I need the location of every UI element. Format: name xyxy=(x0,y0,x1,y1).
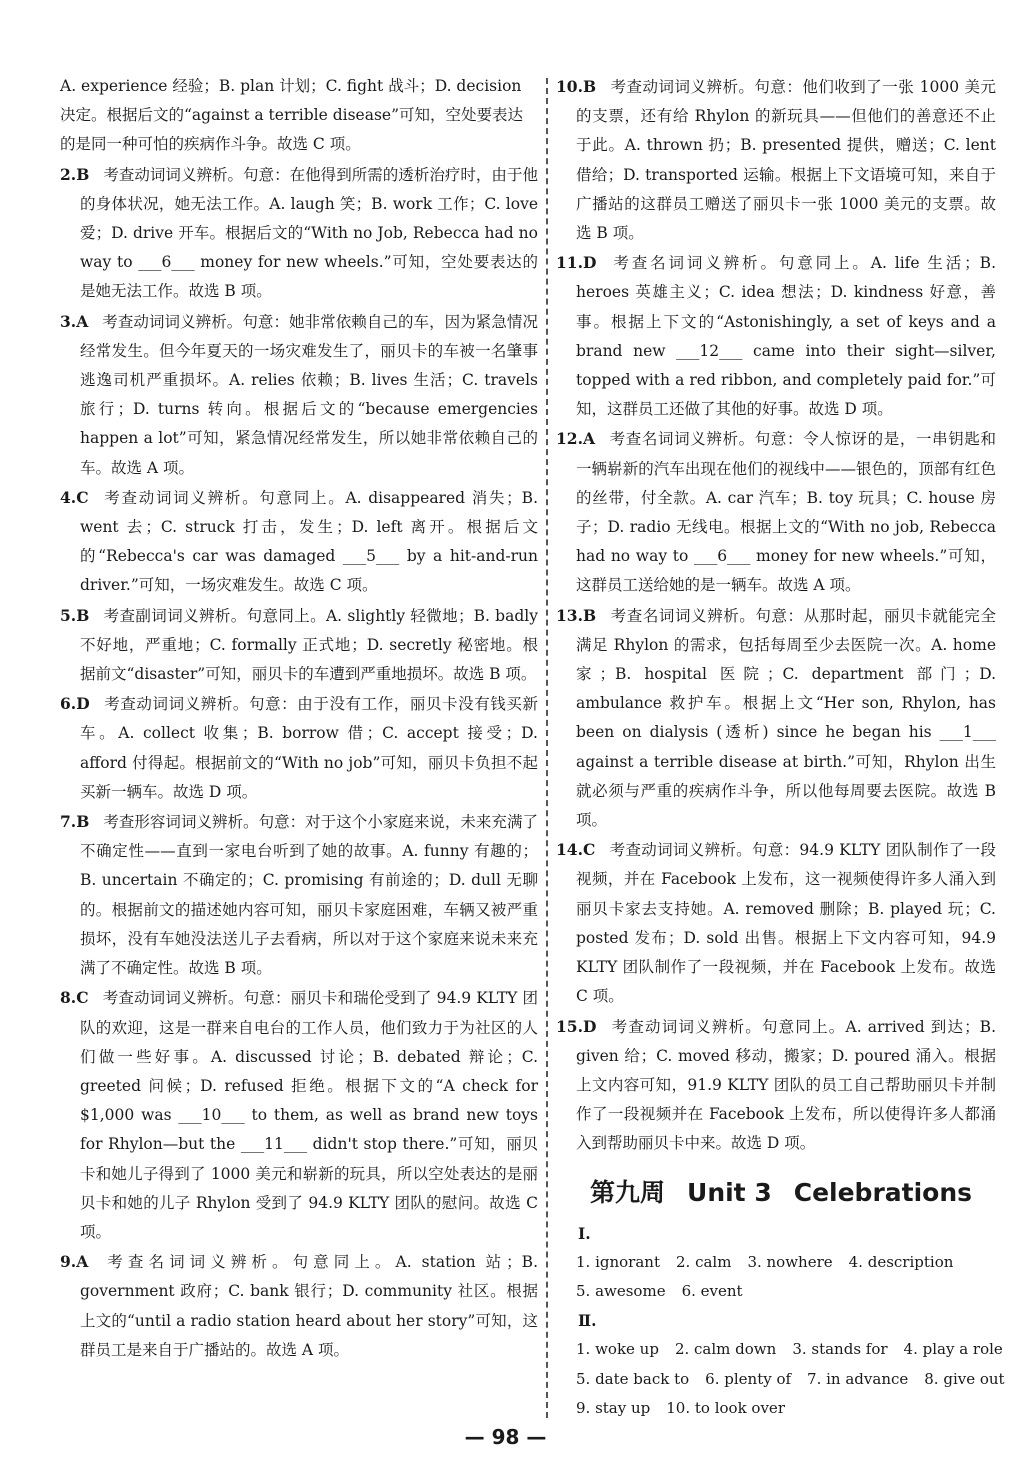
item-answer: A xyxy=(76,311,89,331)
item-number: 5. xyxy=(60,605,77,625)
section-2-label: Ⅱ. xyxy=(578,1311,597,1331)
phrase-answer: 7. in advance xyxy=(807,1369,909,1388)
item-number: 15. xyxy=(556,1016,583,1036)
item-number: 7. xyxy=(60,812,77,832)
item-explanation: 考查副词词义辨析。句意同上。A. slightly 轻微地；B. badly 不好地，严重地；C. formally 正式地；D. secretly 秘密地。根据前文“disaster”可知，丽贝卡的车遭到严重地损坏。故选 B 项。 xyxy=(80,606,538,684)
unit-title: Celebrations xyxy=(793,1177,973,1207)
item-explanation: 考查动词词义辨析。句意：丽贝卡和瑞伦受到了 94.9 KLTY 团队的欢迎，这是一群来自电台的工作人员，他们致力于为社区的人们做一些好事。A. discussed 讨论；B. debated 辩论；C. greeted 问候；D. refused 拒绝。根据下文的“A check for $1,000 was ___10___ to them, as well as brand new toys for Rhylon—but the ___11___ didn't stop there.”可知，丽贝卡和她儿子得到了 1000 美元和崭新的玩具，所以空处表达的是丽贝卡和她的儿子 Rhylon 受到了 94.9 KLTY 团队的慰问。故选 C 项。 xyxy=(80,989,538,1241)
answer-item-15 xyxy=(556,1012,996,1159)
item-answer: C xyxy=(76,487,89,507)
item-answer: D xyxy=(582,1016,597,1036)
item-explanation: 考查动词词义辨析。句意同上。A. arrived 到达；B. given 给；C. moved 移动，搬家；D. poured 涌入。根据上文内容可知，91.9 KLTY 团队的员工自己帮助丽贝卡并制作了一段视频并在 Facebook 上发布，所以使得许多人都涌入到帮助丽贝卡中来。故选 D 项。 xyxy=(576,1017,996,1153)
item-answer: C xyxy=(582,840,596,860)
vocab-answer: 4. description xyxy=(848,1252,954,1271)
item-explanation: 考查动词词义辨析。句意：他们收到了一张 1000 美元的支票，还有给 Rhylon 的新玩具——但他们的善意还不止于此。A. thrown 扔；B. presented 提供，赠送；C. lent 借给；D. transported 运输。根据上下文语境可知，来自于广播站的这群员工赠送了丽贝卡一张 1000 美元的支票。故选 B 项。 xyxy=(576,78,996,243)
item-explanation: 考查形容词词义辨析。句意：对于这个小家庭来说，未来充满了不确定性——直到一家电台听到了她的故事。A. funny 有趣的；B. uncertain 不确定的；C. promising 有前途的；D. dull 无聊的。根据前文的描述她内容可知，丽贝卡家庭困难，车辆又被严重损坏，没有车她没法送儿子去看病，所以对于这个家庭来说未来充满了不确定性。故选 B 项。 xyxy=(80,813,538,978)
item-number: 14. xyxy=(556,840,583,860)
section-1-row-1 xyxy=(556,1248,996,1277)
item-number: 2. xyxy=(60,164,77,184)
item-answer: D xyxy=(76,694,90,714)
item-number: 11. xyxy=(556,253,583,273)
item-number: 10. xyxy=(556,77,583,96)
left-column xyxy=(60,72,538,1365)
item-explanation: 考查名词词义辨析。句意：从那时起，丽贝卡就能完全满足 Rhylon 的需求，包括每周至少去医院一次。A. home 家；B. hospital 医院；C. department 部门；D. ambulance 救护车。根据上文“Her son, Rhylon, has been on dialysis (透析) since he began his ___1___ against a terrible disease at birth.”可知，Rhylon 出生就必须与严重的疾病作斗争，所以他每周要去医院。故选 B 项。 xyxy=(576,606,996,830)
week-label: 第九周 xyxy=(590,1177,666,1207)
item-answer: C xyxy=(76,988,89,1008)
page-number: — 98 — xyxy=(464,1425,547,1449)
item-number: 12. xyxy=(556,429,583,449)
phrase-answer: 10. to look over xyxy=(666,1398,785,1417)
section-2-row-2 xyxy=(556,1365,1005,1394)
item-number: 13. xyxy=(556,605,583,625)
vocab-answer: 3. nowhere xyxy=(747,1252,833,1271)
vocab-answer: 6. event xyxy=(681,1281,743,1300)
phrase-answer: 2. calm down xyxy=(674,1340,777,1359)
item-number: 4. xyxy=(60,487,77,507)
item-number: 8. xyxy=(60,988,77,1008)
phrase-answer: 9. stay up xyxy=(576,1398,651,1417)
right-column xyxy=(556,72,1005,1423)
unit-heading xyxy=(590,1173,996,1213)
item-answer: B xyxy=(76,812,90,832)
item-answer: A xyxy=(76,1252,89,1272)
item-answer: A xyxy=(582,429,595,449)
unit-label: Unit 3 xyxy=(687,1177,772,1207)
section-2-row-3 xyxy=(556,1394,996,1423)
item-answer: B xyxy=(582,605,597,625)
item-answer: B xyxy=(582,77,597,96)
item-number: 9. xyxy=(60,1252,77,1272)
item-answer: B xyxy=(76,605,90,625)
vocab-answer: 1. ignorant xyxy=(576,1252,660,1271)
phrase-answer: 6. plenty of xyxy=(705,1369,792,1388)
answer-item-7 xyxy=(60,807,538,983)
item-number: 6. xyxy=(60,694,77,714)
answer-item-9 xyxy=(60,1247,538,1365)
phrase-answer: 5. date back to xyxy=(576,1369,690,1388)
item-answer: D xyxy=(582,253,597,273)
item-explanation: 考查名词词义辨析。句意同上。A. station 站；B. government 政府；C. bank 银行；D. community 社区。根据上文的“until a radio station heard about her story”可知，这群员工是来自于广播站的。故选 A 项。 xyxy=(80,1253,538,1359)
answer-item-1-continuation: A. experience 经验；B. plan 计划；C. fight 战斗；D. decision 决定。根据后文的“against a terrible disease”可知，空处要表达的是同一种可怕的疾病作斗争。故选 C 项。 xyxy=(60,77,524,154)
column-divider xyxy=(546,78,548,1418)
answer-item-8 xyxy=(60,983,538,1247)
answer-item-5 xyxy=(60,601,538,690)
section-1-label: Ⅰ. xyxy=(578,1223,591,1243)
answer-item-4 xyxy=(60,483,538,601)
section-1-row-2 xyxy=(556,1277,996,1306)
answer-item-3 xyxy=(60,307,538,483)
phrase-answer: 4. play a role xyxy=(903,1340,1003,1359)
answer-item-6 xyxy=(60,689,538,807)
item-explanation: 考查动词词义辨析。句意同上。A. disappeared 消失；B. went 去；C. struck 打击，发生；D. left 离开。根据后文的“Rebecca's car was damaged ___5___ by a hit-and-run driver.”可知，一场灾难发生。故选 C 项。 xyxy=(80,488,538,595)
item-explanation: 考查动词词义辨析。句意：由于没有工作，丽贝卡没有钱买新车。A. collect 收集；B. borrow 借；C. accept 接受；D. afford 付得起。根据前文的“With no job”可知，丽贝卡负担不起买新一辆车。故选 D 项。 xyxy=(80,695,538,801)
answer-item-2 xyxy=(60,160,538,307)
vocab-answer: 2. calm xyxy=(675,1252,732,1271)
phrase-answer: 3. stands for xyxy=(792,1340,888,1359)
answer-item-11 xyxy=(556,248,996,424)
answer-item-10 xyxy=(556,72,996,248)
vocab-answer: 5. awesome xyxy=(576,1281,666,1300)
item-explanation: 考查动词词义辨析。句意：94.9 KLTY 团队制作了一段视频，并在 Facebook 上发布，这一视频使得许多人涌入到丽贝卡家去支持她。A. removed 删除；B. played 玩；C. posted 发布；D. sold 出售。根据上下文内容可知，94.9 KLTY 团队制作了一段视频，并在 Facebook 上发布。故选 C 项。 xyxy=(576,841,996,1006)
item-answer: B xyxy=(76,164,90,184)
item-number: 3. xyxy=(60,311,77,331)
item-explanation: 考查动词词义辨析。句意：她非常依赖自己的车，因为紧急情况经常发生。但今年夏天的一场灾难发生了，丽贝卡的车被一名肇事逃逸司机严重损坏。A. relies 依赖；B. lives 生活；C. travels 旅行；D. turns 转向。根据后文的“because emergencies happen a lot”可知，紧急情况经常发生，所以她非常依赖自己的车。故选 A 项。 xyxy=(80,312,538,477)
answer-item-12 xyxy=(556,424,996,600)
item-explanation: 考查动词词义辨析。句意：在他得到所需的透析治疗时，由于他的身体状况，她无法工作。A. laugh 笑；B. work 工作；C. love 爱；D. drive 开车。根据后文的“With no Job, Rebecca had no way to ___6___ money for new wheels.”可知，空处要表达的是她无法工作。故选 B 项。 xyxy=(80,165,538,301)
phrase-answer: 8. give out xyxy=(924,1369,1005,1388)
phrase-answer: 1. woke up xyxy=(576,1340,659,1359)
answer-item-13 xyxy=(556,601,996,836)
answer-item-14 xyxy=(556,835,996,1011)
section-2-row-1 xyxy=(556,1335,1003,1364)
item-explanation: 考查名词词义辨析。句意同上。A. life 生活；B. heroes 英雄主义；C. idea 想法；D. kindness 好意，善事。根据上下文的“Astonishingly, a set of keys and a brand new ___12___ came into their sight—silver, topped with a red ribbon, and completely paid for.”可知，这群员工还做了其他的好事。故选 D 项。 xyxy=(576,254,996,419)
item-explanation: 考查名词词义辨析。句意：令人惊讶的是，一串钥匙和一辆崭新的汽车出现在他们的视线中——银色的，顶部有红色的丝带，付全款。A. car 汽车；B. toy 玩具；C. house 房子；D. radio 无线电。根据上文的“With no job, Rebecca had no way to ___6___ money for new wheels.”可知，这群员工送给她的是一辆车。故选 A 项。 xyxy=(576,430,996,595)
